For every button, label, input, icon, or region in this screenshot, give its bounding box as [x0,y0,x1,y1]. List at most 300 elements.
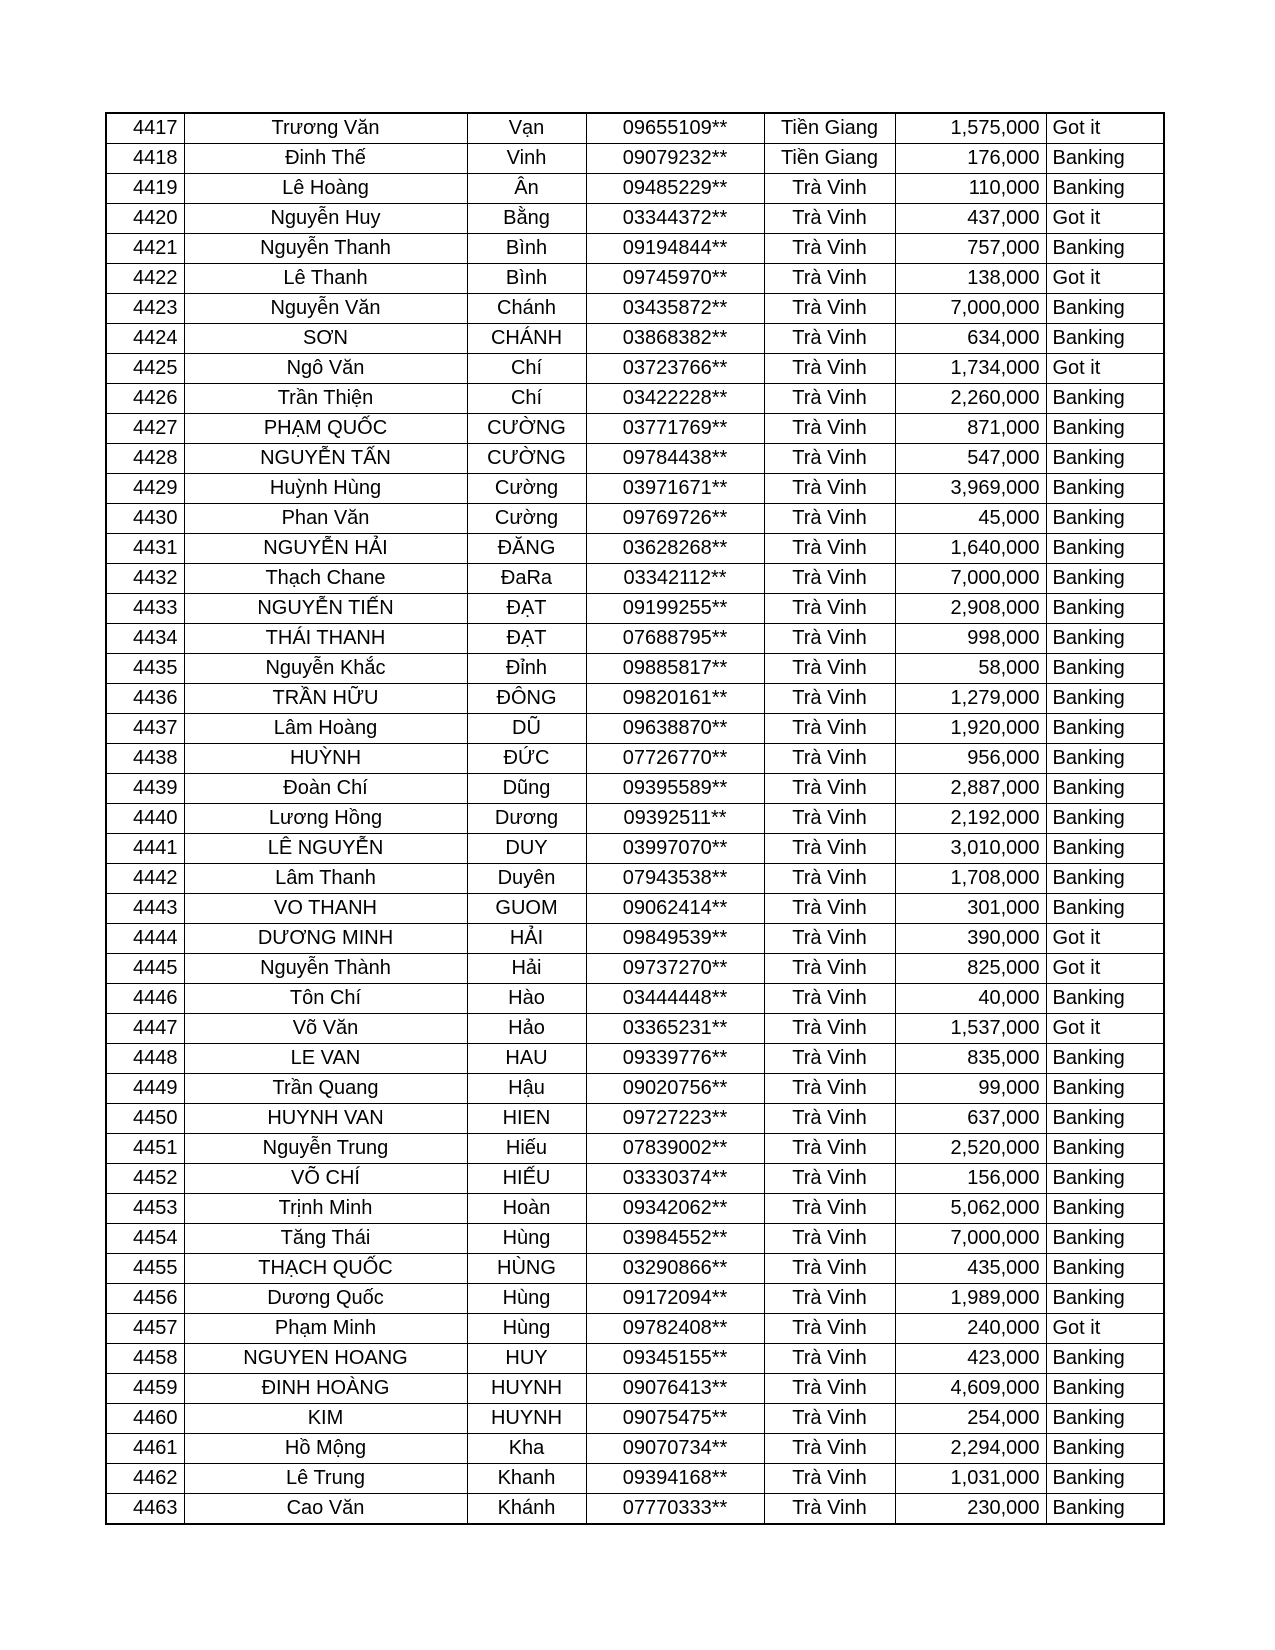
cell-amount: 1,537,000 [895,1014,1046,1044]
cell-phone: 09737270** [586,954,764,984]
table-row [106,264,1164,294]
cell-amount: 230,000 [895,1494,1046,1525]
cell-id: 4437 [106,714,184,744]
cell-province: Trà Vinh [764,594,895,624]
cell-last-name: Nguyễn Thanh [184,234,467,264]
cell-phone: 07770333** [586,1494,764,1525]
cell-id: 4442 [106,864,184,894]
table-row [106,1464,1164,1494]
cell-last-name: Lê Hoàng [184,174,467,204]
cell-first-name: Hùng [467,1284,586,1314]
table-row [106,1224,1164,1254]
cell-province: Trà Vinh [764,774,895,804]
table-row [106,174,1164,204]
cell-last-name: PHẠM QUỐC [184,414,467,444]
cell-amount: 437,000 [895,204,1046,234]
cell-last-name: DƯƠNG MINH [184,924,467,954]
cell-last-name: Cao Văn [184,1494,467,1525]
cell-last-name: HUỲNH [184,744,467,774]
cell-phone: 09820161** [586,684,764,714]
cell-phone: 07688795** [586,624,764,654]
cell-amount: 3,010,000 [895,834,1046,864]
cell-first-name: Chí [467,384,586,414]
cell-amount: 2,192,000 [895,804,1046,834]
cell-last-name: Lâm Thanh [184,864,467,894]
cell-id: 4448 [106,1044,184,1074]
cell-first-name: Dương [467,804,586,834]
cell-first-name: Hoàn [467,1194,586,1224]
cell-amount: 547,000 [895,444,1046,474]
cell-id: 4431 [106,534,184,564]
cell-first-name: Bình [467,234,586,264]
table-row [106,113,1164,144]
cell-last-name: NGUYỄN TẤN [184,444,467,474]
cell-id: 4428 [106,444,184,474]
cell-province: Trà Vinh [764,564,895,594]
cell-payment-method: Got it [1046,264,1164,294]
cell-province: Trà Vinh [764,654,895,684]
cell-province: Trà Vinh [764,1104,895,1134]
cell-id: 4423 [106,294,184,324]
cell-phone: 09849539** [586,924,764,954]
cell-phone: 03342112** [586,564,764,594]
cell-last-name: THÁI THANH [184,624,467,654]
cell-payment-method: Banking [1046,1164,1164,1194]
table-row [106,1194,1164,1224]
cell-first-name: Khanh [467,1464,586,1494]
cell-phone: 09194844** [586,234,764,264]
cell-id: 4463 [106,1494,184,1525]
cell-amount: 4,609,000 [895,1374,1046,1404]
recipient-table [105,112,1165,1525]
cell-amount: 58,000 [895,654,1046,684]
cell-amount: 99,000 [895,1074,1046,1104]
table-row [106,534,1164,564]
cell-id: 4424 [106,324,184,354]
cell-payment-method: Banking [1046,1284,1164,1314]
cell-phone: 09199255** [586,594,764,624]
table-row [106,654,1164,684]
cell-amount: 110,000 [895,174,1046,204]
cell-first-name: Hảo [467,1014,586,1044]
cell-first-name: Cường [467,504,586,534]
table-row [106,1374,1164,1404]
cell-phone: 03422228** [586,384,764,414]
cell-province: Trà Vinh [764,624,895,654]
cell-payment-method: Banking [1046,384,1164,414]
cell-province: Trà Vinh [764,834,895,864]
cell-id: 4430 [106,504,184,534]
cell-payment-method: Banking [1046,444,1164,474]
cell-payment-method: Banking [1046,504,1164,534]
cell-amount: 1,708,000 [895,864,1046,894]
cell-id: 4449 [106,1074,184,1104]
cell-first-name: HUYNH [467,1404,586,1434]
cell-id: 4456 [106,1284,184,1314]
cell-amount: 1,279,000 [895,684,1046,714]
cell-province: Trà Vinh [764,444,895,474]
table-row [106,1254,1164,1284]
cell-phone: 09062414** [586,894,764,924]
cell-first-name: Vinh [467,144,586,174]
cell-province: Trà Vinh [764,1074,895,1104]
cell-payment-method: Got it [1046,924,1164,954]
cell-province: Trà Vinh [764,414,895,444]
cell-id: 4460 [106,1404,184,1434]
cell-province: Trà Vinh [764,294,895,324]
cell-id: 4426 [106,384,184,414]
cell-phone: 09638870** [586,714,764,744]
cell-id: 4458 [106,1344,184,1374]
cell-amount: 423,000 [895,1344,1046,1374]
cell-province: Trà Vinh [764,1434,895,1464]
cell-payment-method: Banking [1046,324,1164,354]
cell-phone: 03444448** [586,984,764,1014]
cell-id: 4440 [106,804,184,834]
cell-province: Trà Vinh [764,954,895,984]
cell-first-name: Hùng [467,1224,586,1254]
table-row [106,684,1164,714]
cell-payment-method: Banking [1046,894,1164,924]
cell-amount: 1,031,000 [895,1464,1046,1494]
cell-first-name: Chánh [467,294,586,324]
cell-payment-method: Banking [1046,564,1164,594]
cell-first-name: GUOM [467,894,586,924]
cell-amount: 1,989,000 [895,1284,1046,1314]
cell-id: 4427 [106,414,184,444]
cell-first-name: Cường [467,474,586,504]
cell-first-name: ĐỨC [467,744,586,774]
cell-last-name: LÊ NGUYỄN [184,834,467,864]
cell-amount: 825,000 [895,954,1046,984]
cell-amount: 2,908,000 [895,594,1046,624]
table-row [106,204,1164,234]
table-row [106,954,1164,984]
cell-amount: 871,000 [895,414,1046,444]
table-row [106,1314,1164,1344]
table-row [106,594,1164,624]
cell-province: Trà Vinh [764,1314,895,1344]
table-row [106,774,1164,804]
cell-phone: 09485229** [586,174,764,204]
table-row [106,444,1164,474]
cell-last-name: Ngô Văn [184,354,467,384]
cell-province: Trà Vinh [764,1374,895,1404]
cell-last-name: Nguyễn Huy [184,204,467,234]
cell-first-name: Khánh [467,1494,586,1525]
cell-province: Trà Vinh [764,1464,895,1494]
cell-first-name: Ân [467,174,586,204]
cell-payment-method: Banking [1046,1134,1164,1164]
cell-last-name: SƠN [184,324,467,354]
cell-phone: 09076413** [586,1374,764,1404]
cell-first-name: Duyên [467,864,586,894]
cell-amount: 757,000 [895,234,1046,264]
cell-province: Trà Vinh [764,234,895,264]
table-row [106,384,1164,414]
cell-payment-method: Banking [1046,834,1164,864]
cell-payment-method: Banking [1046,1344,1164,1374]
cell-phone: 09339776** [586,1044,764,1074]
cell-first-name: HIẾU [467,1164,586,1194]
cell-first-name: HIEN [467,1104,586,1134]
table-row [106,414,1164,444]
cell-payment-method: Banking [1046,774,1164,804]
cell-last-name: Huỳnh Hùng [184,474,467,504]
cell-first-name: CHÁNH [467,324,586,354]
cell-payment-method: Banking [1046,534,1164,564]
cell-last-name: VO THANH [184,894,467,924]
cell-last-name: ĐINH HOÀNG [184,1374,467,1404]
table-row [106,894,1164,924]
cell-first-name: HẢI [467,924,586,954]
cell-first-name: CƯỜNG [467,444,586,474]
cell-province: Trà Vinh [764,1284,895,1314]
cell-last-name: Đinh Thế [184,144,467,174]
cell-last-name: Trần Quang [184,1074,467,1104]
cell-payment-method: Got it [1046,354,1164,384]
cell-province: Trà Vinh [764,204,895,234]
table-row [106,294,1164,324]
cell-phone: 09655109** [586,113,764,144]
cell-phone: 03868382** [586,324,764,354]
cell-last-name: Tăng Thái [184,1224,467,1254]
cell-payment-method: Banking [1046,864,1164,894]
table-row [106,354,1164,384]
cell-last-name: HUYNH VAN [184,1104,467,1134]
cell-id: 4438 [106,744,184,774]
cell-amount: 1,920,000 [895,714,1046,744]
cell-last-name: Trịnh Minh [184,1194,467,1224]
cell-first-name: ĐÔNG [467,684,586,714]
cell-payment-method: Banking [1046,594,1164,624]
table-row [106,1164,1164,1194]
cell-phone: 03435872** [586,294,764,324]
cell-id: 4443 [106,894,184,924]
cell-last-name: Lê Trung [184,1464,467,1494]
cell-province: Trà Vinh [764,1014,895,1044]
cell-first-name: Vạn [467,113,586,144]
cell-id: 4422 [106,264,184,294]
cell-phone: 03984552** [586,1224,764,1254]
cell-last-name: Tôn Chí [184,984,467,1014]
cell-first-name: HUYNH [467,1374,586,1404]
cell-phone: 09727223** [586,1104,764,1134]
cell-last-name: KIM [184,1404,467,1434]
table-row [106,1014,1164,1044]
cell-amount: 5,062,000 [895,1194,1046,1224]
cell-payment-method: Banking [1046,234,1164,264]
cell-province: Trà Vinh [764,714,895,744]
cell-payment-method: Banking [1046,1404,1164,1434]
table-row [106,714,1164,744]
cell-last-name: NGUYEN HOANG [184,1344,467,1374]
cell-first-name: Bình [467,264,586,294]
table-row [106,744,1164,774]
table-row [106,864,1164,894]
cell-last-name: LE VAN [184,1044,467,1074]
cell-payment-method: Got it [1046,113,1164,144]
cell-last-name: VÕ CHÍ [184,1164,467,1194]
cell-first-name: ĐẠT [467,624,586,654]
cell-id: 4421 [106,234,184,264]
cell-province: Trà Vinh [764,1164,895,1194]
cell-id: 4420 [106,204,184,234]
cell-amount: 634,000 [895,324,1046,354]
cell-last-name: Trần Thiện [184,384,467,414]
cell-payment-method: Banking [1046,1494,1164,1525]
cell-phone: 09342062** [586,1194,764,1224]
cell-id: 4441 [106,834,184,864]
cell-id: 4445 [106,954,184,984]
cell-last-name: Phạm Minh [184,1314,467,1344]
cell-last-name: Nguyễn Trung [184,1134,467,1164]
cell-id: 4447 [106,1014,184,1044]
cell-id: 4459 [106,1374,184,1404]
cell-id: 4451 [106,1134,184,1164]
cell-province: Trà Vinh [764,804,895,834]
cell-payment-method: Banking [1046,984,1164,1014]
cell-phone: 09392511** [586,804,764,834]
cell-province: Trà Vinh [764,1344,895,1374]
cell-province: Trà Vinh [764,1254,895,1284]
cell-id: 4417 [106,113,184,144]
cell-id: 4450 [106,1104,184,1134]
table-row [106,504,1164,534]
cell-id: 4434 [106,624,184,654]
cell-id: 4446 [106,984,184,1014]
cell-amount: 2,520,000 [895,1134,1046,1164]
cell-amount: 390,000 [895,924,1046,954]
cell-first-name: ĐaRa [467,564,586,594]
cell-first-name: ĐĂNG [467,534,586,564]
cell-province: Trà Vinh [764,984,895,1014]
cell-first-name: Đỉnh [467,654,586,684]
cell-first-name: ĐẠT [467,594,586,624]
cell-payment-method: Banking [1046,144,1164,174]
cell-last-name: Lâm Hoàng [184,714,467,744]
cell-id: 4452 [106,1164,184,1194]
cell-amount: 240,000 [895,1314,1046,1344]
table-row [106,1284,1164,1314]
cell-phone: 03628268** [586,534,764,564]
cell-id: 4462 [106,1464,184,1494]
cell-payment-method: Banking [1046,1434,1164,1464]
cell-payment-method: Banking [1046,804,1164,834]
cell-province: Tiền Giang [764,144,895,174]
table-row [106,1434,1164,1464]
cell-province: Trà Vinh [764,264,895,294]
cell-amount: 1,575,000 [895,113,1046,144]
cell-amount: 998,000 [895,624,1046,654]
cell-payment-method: Banking [1046,1104,1164,1134]
cell-id: 4436 [106,684,184,714]
cell-phone: 03330374** [586,1164,764,1194]
cell-payment-method: Banking [1046,1374,1164,1404]
cell-phone: 03365231** [586,1014,764,1044]
table-row [106,1344,1164,1374]
cell-last-name: Nguyễn Văn [184,294,467,324]
cell-phone: 09070734** [586,1434,764,1464]
cell-first-name: CƯỜNG [467,414,586,444]
cell-province: Trà Vinh [764,474,895,504]
cell-id: 4419 [106,174,184,204]
cell-first-name: Kha [467,1434,586,1464]
cell-payment-method: Got it [1046,204,1164,234]
cell-province: Trà Vinh [764,384,895,414]
cell-id: 4429 [106,474,184,504]
cell-phone: 03971671** [586,474,764,504]
cell-amount: 301,000 [895,894,1046,924]
cell-payment-method: Got it [1046,954,1164,984]
cell-phone: 09345155** [586,1344,764,1374]
cell-province: Trà Vinh [764,174,895,204]
cell-amount: 45,000 [895,504,1046,534]
cell-phone: 03290866** [586,1254,764,1284]
cell-last-name: Hồ Mộng [184,1434,467,1464]
cell-province: Trà Vinh [764,324,895,354]
cell-amount: 1,640,000 [895,534,1046,564]
cell-payment-method: Banking [1046,1464,1164,1494]
cell-phone: 03344372** [586,204,764,234]
cell-id: 4439 [106,774,184,804]
cell-last-name: Nguyễn Thành [184,954,467,984]
cell-phone: 09745970** [586,264,764,294]
cell-id: 4435 [106,654,184,684]
cell-payment-method: Banking [1046,294,1164,324]
cell-amount: 1,734,000 [895,354,1046,384]
cell-id: 4455 [106,1254,184,1284]
table-row [106,144,1164,174]
cell-last-name: TRẦN HỮU [184,684,467,714]
cell-phone: 09784438** [586,444,764,474]
cell-last-name: Lê Thanh [184,264,467,294]
cell-payment-method: Banking [1046,1194,1164,1224]
cell-first-name: Hùng [467,1314,586,1344]
cell-payment-method: Banking [1046,1074,1164,1104]
cell-last-name: NGUYỄN HẢI [184,534,467,564]
table-row [106,924,1164,954]
cell-amount: 176,000 [895,144,1046,174]
cell-payment-method: Banking [1046,474,1164,504]
cell-amount: 435,000 [895,1254,1046,1284]
table-row [106,1134,1164,1164]
table-row [106,1104,1164,1134]
cell-first-name: Hải [467,954,586,984]
cell-payment-method: Banking [1046,174,1164,204]
cell-last-name: Trương Văn [184,113,467,144]
cell-amount: 40,000 [895,984,1046,1014]
cell-payment-method: Banking [1046,684,1164,714]
cell-province: Trà Vinh [764,1494,895,1525]
cell-phone: 09075475** [586,1404,764,1434]
cell-last-name: Đoàn Chí [184,774,467,804]
cell-first-name: Chí [467,354,586,384]
cell-amount: 2,294,000 [895,1434,1046,1464]
table-row [106,804,1164,834]
cell-first-name: Dũng [467,774,586,804]
cell-province: Trà Vinh [764,504,895,534]
cell-province: Trà Vinh [764,684,895,714]
cell-payment-method: Banking [1046,744,1164,774]
cell-id: 4425 [106,354,184,384]
cell-province: Trà Vinh [764,354,895,384]
cell-phone: 09172094** [586,1284,764,1314]
table-row [106,1404,1164,1434]
cell-id: 4432 [106,564,184,594]
cell-province: Trà Vinh [764,1194,895,1224]
cell-phone: 09079232** [586,144,764,174]
